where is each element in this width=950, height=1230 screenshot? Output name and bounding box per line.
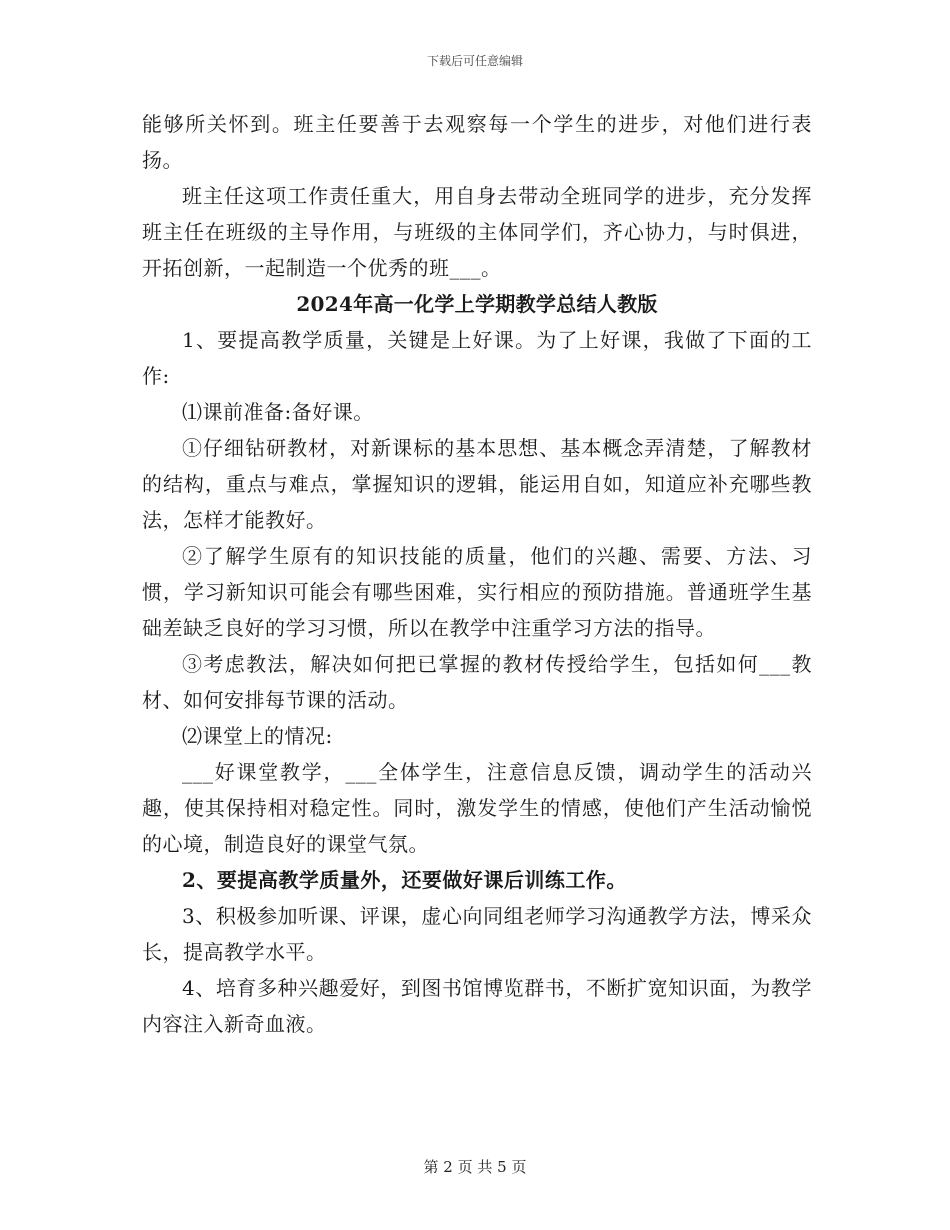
paragraph-8: ⑵课堂上的情况: (182, 724, 333, 748)
page-footer: 第 2 页 共 5 页 (423, 1158, 527, 1176)
page-header: 下载后可任意编辑 (426, 54, 523, 68)
paragraph-9: ___好课堂教学，___全体学生，注意信息反馈，调动学生的活动兴趣，使其保持相对稳定性。同时，激发学生的情感，使他们产生活动愉悦的心境，制造良好的课堂气氛。 (142, 760, 812, 856)
paragraph-6: ②了解学生原有的知识技能的质量，他们的兴趣、需要、方法、习惯，学习新知识可能会有哪些困难，实行相应的预防措施。普通班学生基础差缺乏良好的学习习惯，所以在教学中注重学习方法的指导。 (142, 544, 812, 640)
paragraph-1: 能够所关怀到。班主任要善于去观察每一个学生的进步，对他们进行表扬。 (142, 112, 812, 172)
paragraph-2: 班主任这项工作责任重大，用自身去带动全班同学的进步，充分发挥班主任在班级的主导作用，与班级的主体同学们，齐心协力，与时俱进，开拓创新，一起制造一个优秀的班___。 (142, 184, 812, 280)
section-title: 2024年高一化学上学期教学总结人教版 (296, 292, 658, 316)
paragraph-10: 2、要提高教学质量外，还要做好课后训练工作。 (182, 868, 627, 892)
paragraph-5: ①仔细钻研教材，对新课标的基本思想、基本概念弄清楚，了解教材的结构，重点与难点，掌握知识的逻辑，能运用自如，知道应补充哪些教法，怎样才能教好。 (142, 436, 812, 532)
paragraph-11: 3、积极参加听课、评课，虚心向同组老师学习沟通教学方法，博采众长，提高教学水平。 (142, 904, 812, 964)
paragraph-3: 1、要提高教学质量，关键是上好课。为了上好课，我做了下面的工作: (142, 328, 812, 388)
document-body (142, 106, 812, 1042)
paragraph-4: ⑴课前准备:备好课。 (182, 400, 374, 424)
paragraph-7: ③考虑教法，解决如何把已掌握的教材传授给学生，包括如何___教材、如何安排每节课的活动。 (142, 652, 812, 712)
paragraph-12: 4、培育多种兴趣爱好，到图书馆博览群书，不断扩宽知识面，为教学内容注入新奇血液。 (142, 976, 812, 1036)
